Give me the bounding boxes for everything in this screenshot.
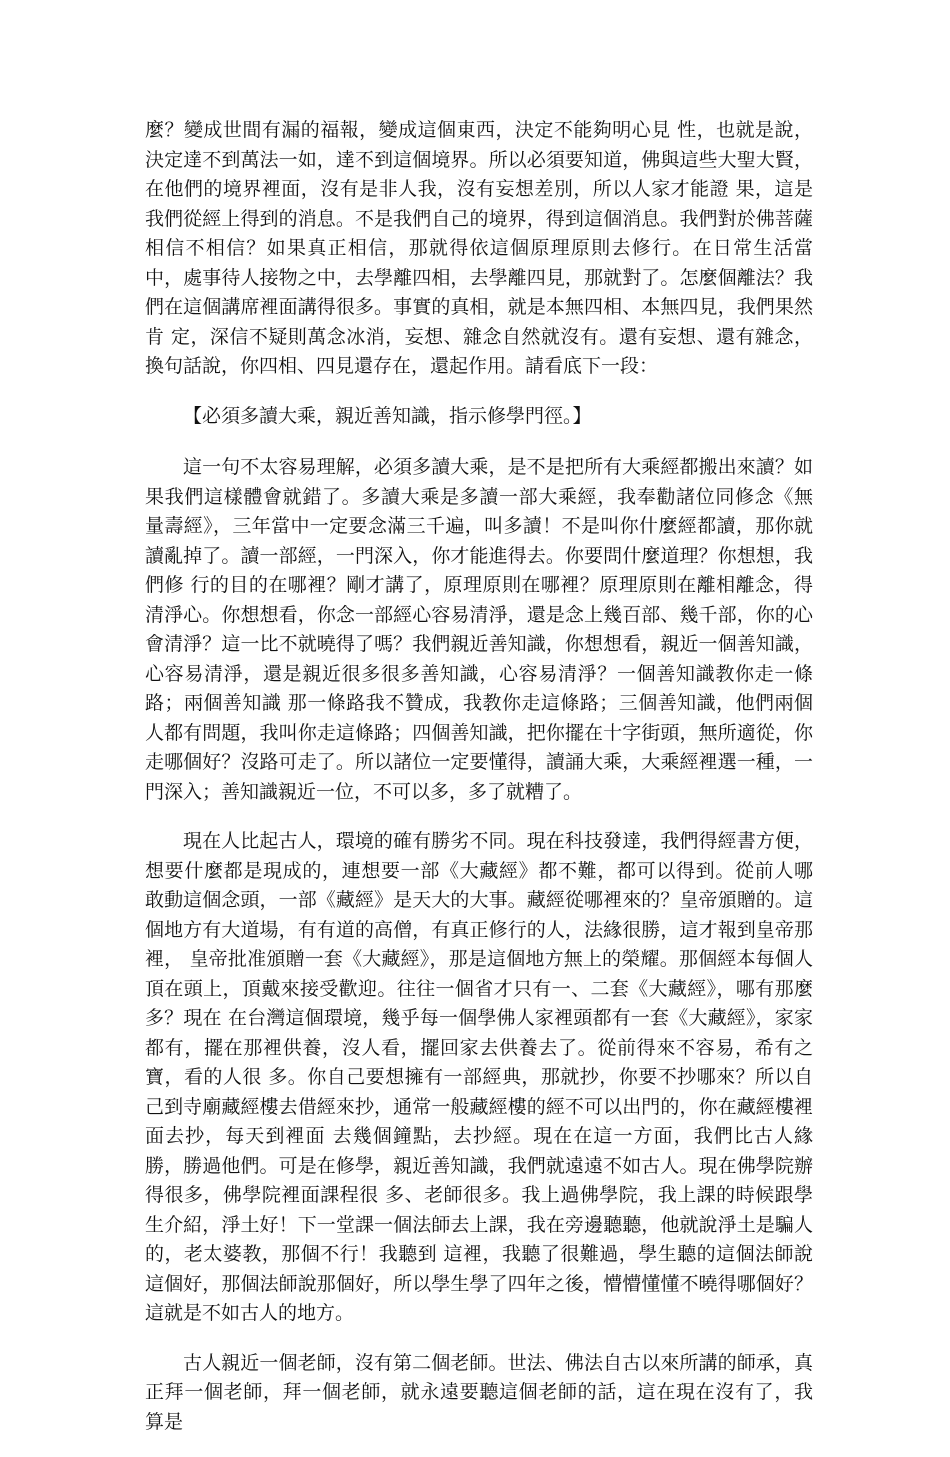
document-page (145, 116, 813, 1457)
paragraph: 現在人比起古人，環境的確有勝劣不同。現在科技發達，我們得經書方便，想要什麼都是現成的，連想要一部《大藏經》都不難，都可以得到。從前人哪 敢動這個念頭，一部《藏經》是天大的大事。藏經從哪裡來的？皇帝頒贈的。這個地方有大道場，有有道的高僧，有真正修行的人，法緣很勝，這才報到皇帝那裡， 皇帝批准頒贈一套《大藏經》，那是這個地方無上的榮耀。那個經本每個人頂在頭上，頂戴來接受歡迎。往往一個省才只有一、二套《大藏經》，哪有那麼多？現在 在台灣這個環境，幾乎每一個學佛人家裡頭都有一套《大藏經》，家家都有，擺在那裡供養，沒人看，擺回家去供養去了。從前得來不容易，希有之寶，看的人很 多。你自己要想擁有一部經典，那就抄，你要不抄哪來？所以自己到寺廟藏經樓去借經來抄，通常一般藏經樓的經不可以出門的，你在藏經樓裡面去抄，每天到裡面 去幾個鐘點，去抄經。現在在這一方面，我們比古人緣勝，勝過他們。可是在修學，親近善知識，我們就遠遠不如古人。現在佛學院辦得很多，佛學院裡面課程很 多、老師很多。我上過佛學院，我上課的時候跟學生介紹，淨土好！下一堂課一個法師去上課，我在旁邊聽聽，他就說淨土是騙人的，老太婆教，那個不行！我聽到 這裡，我聽了很難過，學生聽的這個法師說這個好，那個法師說那個好，所以學生學了四年之後，懵懵懂懂不曉得哪個好？這就是不如古人的地方。 (145, 830, 813, 1324)
quoted-text-heading: 【必須多讀大乘，親近善知識，指示修學門徑。】 (183, 404, 592, 427)
paragraph: 這一句不太容易理解，必須多讀大乘，是不是把所有大乘經都搬出來讀？如果我們這樣體會就錯了。多讀大乘是多讀一部大乘經，我奉勸諸位同修念《無 量壽經》，三年當中一定要念滿三千遍，叫多讀！不是叫你什麼經都讀，那你就讀亂掉了。讀一部經，一門深入，你才能進得去。你要問什麼道理？你想想，我們修 行的目的在哪裡？剛才講了，原理原則在哪裡？原理原則在離相離念，得清淨心。你想想看，你念一部經心容易清淨，還是念上幾百部、幾千部，你的心會清淨？這一比不就曉得了嗎？我們親近善知識，你想想看，親近一個善知識，心容易清淨，還是親近很多很多善知識，心容易清淨？一個善知識教你走一條路；兩個善知識 那一條路我不贊成，我教你走這條路；三個善知識，他們兩個人都有問題，我叫你走這條路；四個善知識，把你擺在十字街頭，無所適從，你走哪個好？沒路可走了。所以諸位一定要懂得，讀誦大乘，大乘經裡選一種，一門深入；善知識親近一位，不可以多，多了就糟了。 (145, 456, 813, 803)
paragraph-continuation: 麼？變成世間有漏的福報，變成這個東西，決定不能夠明心見 性，也就是說，決定達不到萬法一如，達不到這個境界。所以必須要知道，佛與這些大聖大賢，在他們的境界裡面，沒有是非人我，沒有妄想差別，所以人家才能證 果，這是我們從經上得到的消息。不是我們自己的境界，得到這個消息。我們對於佛菩薩相信不相信？如果真正相信，那就得依這個原理原則去修行。在日常生活當 中，處事待人接物之中，去學離四相，去學離四見，那就對了。怎麼個離法？我們在這個講席裡面講得很多。事實的真相，就是本無四相、本無四見，我們果然肯 定，深信不疑則萬念冰消，妄想、雜念自然就沒有。還有妄想、還有雜念，換句話說，你四相、四見還存在，還起作用。請看底下一段： (145, 119, 813, 377)
paragraph: 古人親近一個老師，沒有第二個老師。世法、佛法自古以來所講的師承，真正拜一個老師，拜一個老師，就永遠要聽這個老師的話，這在現在沒有了，我 算是 (145, 1351, 813, 1433)
